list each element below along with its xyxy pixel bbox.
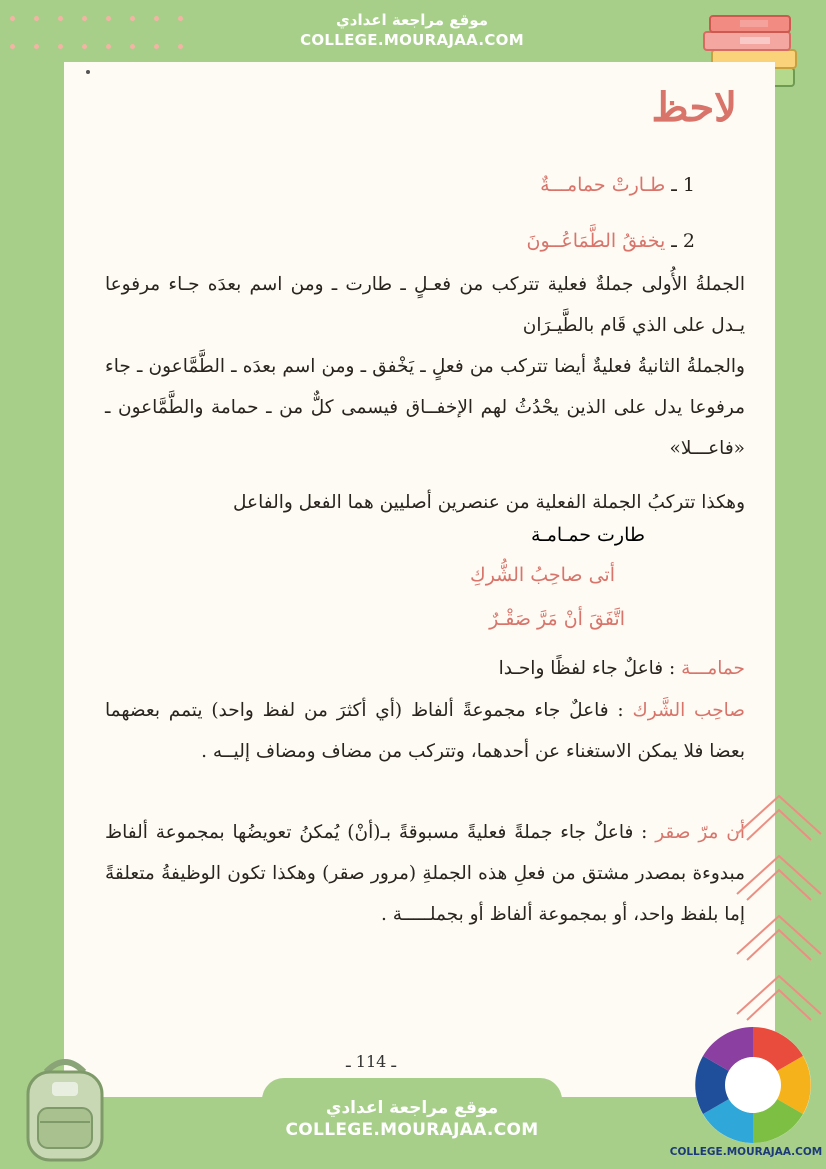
example-1	[540, 174, 695, 196]
logo-caption: COLLEGE.MOURAJAA.COM	[669, 1146, 823, 1158]
definition-1-label: حمامـــة	[681, 658, 745, 679]
definition-1	[105, 648, 745, 689]
decorative-dot	[130, 44, 135, 49]
definition-3-text: : فاعلٌ جاء جملةً فعليةً مسبوقةً بـ(أنْ) يُمكنُ تعويضُها بمجموعة ألفاظ مبدوءة بمصدر مشتق من فعلِ هذه الجملةِ (مرور صقر) وهكذا تكون الوظيفةُ متعلقةً إما بلفظ واحد، أو بمجموعة ألفاظ أو بجملـــــة .	[105, 822, 745, 925]
example-1-text: طـارتْ حمامـــةٌ	[540, 174, 666, 196]
page-number: ـ 114 ـ	[346, 1052, 397, 1071]
chevron-up-icon	[733, 790, 825, 1060]
example-a: طارت حمـامـة	[530, 524, 645, 546]
definition-1-text: : فاعلٌ جاء لفظًا واحـدا	[498, 658, 676, 679]
decorative-dot	[82, 16, 87, 21]
banner-title: موقع مراجعة اعدادي	[336, 11, 488, 29]
example-1-number: 1 ـ	[671, 174, 695, 196]
top-banner[interactable]	[262, 0, 562, 60]
banner-title: موقع مراجعة اعدادي	[325, 1098, 499, 1118]
backpack-icon	[16, 1052, 114, 1164]
decorative-dot	[82, 44, 87, 49]
definition-3	[105, 812, 745, 935]
decorative-dots	[10, 16, 200, 56]
paragraph-2: والجملةُ الثانيةُ فعليةٌ أيضا تتركب من فعلٍ ـ يَخْفق ـ ومن اسم بعدَه ـ الطَّمَّاعون ـ جاء مرفوعا يدل على الذين يحْدُثُ لهم الإخفــاق فيسمى كلٌّ من ـ حمامة والطَّمَّاعون ـ «فاعـــلا»	[105, 356, 745, 459]
decorative-dot	[178, 44, 183, 49]
decorative-dot	[154, 44, 159, 49]
education-logo-icon	[690, 1022, 816, 1162]
example-c: اتَّفَقَ أنْ مَرَّ صَقْـرٌ	[489, 608, 625, 630]
example-b: أتى صاحِبُ الشُّركِ	[470, 564, 615, 586]
decorative-dot	[58, 44, 63, 49]
definition-3-label: أن مرّ صقر	[655, 822, 745, 843]
decorative-dot	[10, 44, 15, 49]
decorative-dot	[10, 16, 15, 21]
decorative-dot	[58, 16, 63, 21]
example-2-number: 2 ـ	[671, 230, 695, 252]
stray-dot	[86, 70, 90, 74]
definition-2	[105, 690, 745, 772]
decorative-dot	[130, 16, 135, 21]
example-2	[527, 230, 695, 252]
definition-2-label: صاحِب الشَّرك	[632, 700, 745, 721]
banner-url: COLLEGE.MOURAJAA.COM	[300, 31, 524, 49]
decorative-dot	[178, 16, 183, 21]
banner-url: COLLEGE.MOURAJAA.COM	[285, 1120, 539, 1140]
decorative-dot	[106, 16, 111, 21]
example-2-text: يخفقُ الطَّمَاعُــونَ	[526, 230, 666, 252]
page-heading: لاحظ	[651, 84, 737, 131]
decorative-dot	[34, 16, 39, 21]
document-page	[64, 62, 775, 1097]
definition-2-text: : فاعلٌ جاء مجموعةً ألفاظ (أي أكثرَ من لفظ واحد) يتمم بعضهما بعضا فلا يمكن الاستغناء عن أحدهما، وتتركب من مضاف ومضاف إليــه .	[105, 700, 745, 762]
bottom-banner[interactable]	[262, 1078, 562, 1169]
paragraph-1: الجملةُ الأُولى جملةٌ فعلية تتركب من فعـلٍ ـ طارت ـ ومن اسم بعدَه جـاء مرفوعا يـدل على الذي قَام بالطَّيـرَان	[105, 274, 745, 336]
decorative-dot	[34, 44, 39, 49]
decorative-dot	[106, 44, 111, 49]
paragraph-3: وهكذا تتركبُ الجملة الفعلية من عنصرين أصليين هما الفعل والفاعل	[233, 492, 745, 513]
decorative-dot	[154, 16, 159, 21]
